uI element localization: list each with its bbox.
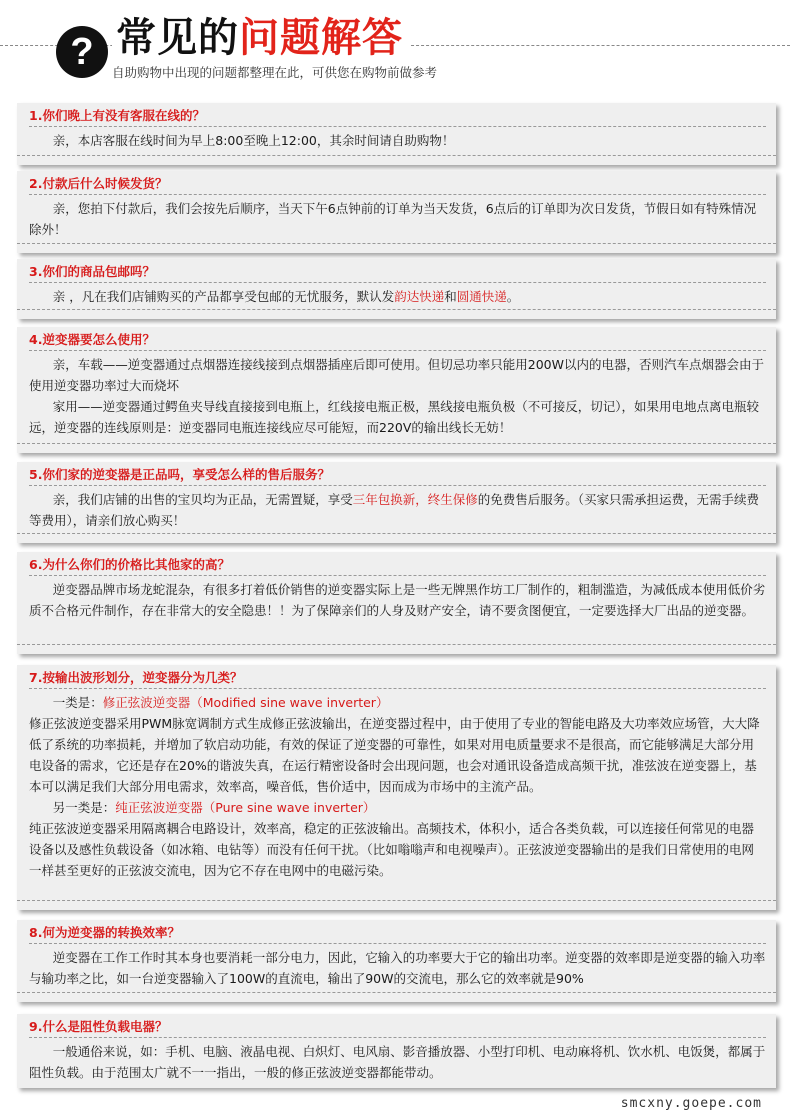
answer-text bbox=[29, 286, 766, 307]
faq-card-5 bbox=[17, 462, 776, 543]
faq-answer bbox=[29, 489, 766, 531]
divider bbox=[17, 243, 776, 244]
divider bbox=[17, 443, 776, 444]
faq-answer bbox=[29, 130, 766, 151]
faq-card-6 bbox=[17, 552, 776, 654]
highlight-text: 纯正弦波逆变器（Pure sine wave inverter） bbox=[115, 800, 376, 815]
faq-answer bbox=[29, 692, 766, 881]
answer-text: 纯正弦波逆变器采用隔离耦合电路设计，效率高，稳定的正弦波输出。高频技术，体积小，适合各类负载，可以连接任何常见的电器设备以及感性负载设备（如冰箱、电钻等）而没有任何干扰。（比如嗡嗡声和电视噪声）。正弦波逆变器输出的是我们日常使用的电网一样甚至更好的正弦波交流电，因为它不存在电网中的电磁污染。 bbox=[29, 821, 755, 878]
faq-card-3 bbox=[17, 259, 776, 319]
faq-answer bbox=[29, 947, 766, 989]
faq-question: 9.什么是阻性负载电器？ bbox=[29, 1019, 168, 1034]
divider bbox=[17, 992, 776, 993]
divider bbox=[29, 194, 766, 195]
faq-question: 3.你们的商品包邮吗？ bbox=[29, 264, 155, 279]
divider bbox=[17, 533, 776, 534]
faq-question: 4.逆变器要怎么使用？ bbox=[29, 332, 155, 347]
page-title bbox=[112, 14, 411, 62]
faq-card-7 bbox=[17, 665, 776, 910]
answer-text: 亲，您拍下付款后，我们会按先后顺序，当天下午6点钟前的订单为当天发货，6点后的订单即为次日发货，节假日如有特殊情况除外！ bbox=[29, 201, 757, 237]
faq-card-4 bbox=[17, 327, 776, 453]
highlight-text: 修正弦波逆变器（Modified sine wave inverter） bbox=[102, 695, 389, 710]
divider bbox=[29, 1037, 766, 1038]
divider bbox=[17, 900, 776, 901]
faq-card-1 bbox=[17, 103, 776, 165]
answer-text-part: 一类是： bbox=[52, 695, 103, 710]
divider bbox=[29, 126, 766, 127]
faq-answer bbox=[29, 198, 766, 240]
divider bbox=[29, 688, 766, 689]
answer-text-part: 的免费售后服务。（买家只需承担运费，无需手续费等费用），请亲们放心购买！ bbox=[29, 492, 760, 528]
faq-question: 8.何为逆变器的转换效率？ bbox=[29, 925, 180, 940]
answer-text bbox=[29, 489, 766, 531]
highlight-text: 韵达快递 bbox=[394, 289, 445, 304]
page-subtitle: 自助购物中出现的问题都整理在此，可供您在购物前做参考 bbox=[112, 65, 438, 80]
answer-text bbox=[29, 692, 766, 713]
faq-card-8 bbox=[17, 920, 776, 1002]
divider bbox=[29, 575, 766, 576]
faq-question: 5.你们家的逆变器是正品吗，享受怎么样的售后服务？ bbox=[29, 467, 330, 482]
faq-question: 2.付款后什么时候发货？ bbox=[29, 176, 168, 191]
divider bbox=[29, 485, 766, 486]
site-watermark: smcxny.goepe.com bbox=[620, 1096, 762, 1111]
faq-card-9 bbox=[17, 1014, 776, 1088]
highlight-text: 三年包换新，终生保修 bbox=[352, 492, 478, 507]
answer-text: 一般通俗来说，如：手机、电脑、液晶电视、白炽灯、电风扇、影音播放器、小型打印机、电动麻将机、饮水机、电饭煲，都属于阻性负载。由于范围太广就不一一指出，一般的修正弦波逆变器都能带动。 bbox=[29, 1044, 766, 1080]
faq-card-2 bbox=[17, 171, 776, 253]
answer-text-part: 另一类是： bbox=[52, 800, 116, 815]
faq-answer bbox=[29, 354, 766, 438]
title-red-part: 问题解答 bbox=[239, 15, 403, 61]
highlight-text: 圆通快递 bbox=[456, 289, 507, 304]
answer-text: 亲，车载——逆变器通过点烟器连接线接到点烟器插座后即可使用。但切忌功率只能用200W以内的电器，否则汽车点烟器会由于使用逆变器功率过大而烧坏 bbox=[29, 357, 764, 393]
page-header bbox=[0, 0, 790, 92]
faq-question: 1.你们晚上有没有客服在线的？ bbox=[29, 108, 205, 123]
faq-question: 7.按输出波形划分，逆变器分为几类？ bbox=[29, 670, 243, 685]
divider bbox=[17, 309, 776, 310]
faq-question: 6.为什么你们的价格比其他家的高？ bbox=[29, 557, 230, 572]
answer-text: 逆变器品牌市场龙蛇混杂，有很多打着低价销售的逆变器实际上是一些无牌黑作坊工厂制作的，粗制滥造，为减低成本使用低价劣质不合格元件制作，存在非常大的安全隐患！！为了保障亲们的人身及财产安全，请不要贪图便宜，一定要选择大厂出品的逆变器。 bbox=[29, 582, 766, 618]
title-black-part: 常见的 bbox=[116, 15, 239, 61]
question-mark-icon: ? bbox=[56, 26, 108, 78]
answer-text-part: 和 bbox=[444, 289, 457, 304]
answer-text: 亲，本店客服在线时间为早上8:00至晚上12:00，其余时间请自助购物！ bbox=[52, 133, 455, 148]
divider bbox=[17, 644, 776, 645]
answer-text bbox=[29, 797, 766, 818]
faq-answer bbox=[29, 286, 766, 307]
answer-text: 逆变器在工作工作时其本身也要消耗一部分电力，因此，它输入的功率要大于它的输出功率。逆变器的效率即是逆变器的输入功率与输功率之比，如一台逆变器输入了100W的直流电，输出了90W的交流电，那么它的效率就是90% bbox=[29, 950, 766, 986]
divider bbox=[17, 155, 776, 156]
divider bbox=[29, 943, 766, 944]
answer-text: 修正弦波逆变器采用PWM脉宽调制方式生成修正弦波输出，在逆变器过程中，由于使用了专业的智能电路及大功率效应场管，大大降低了系统的功率损耗，并增加了软启动功能，有效的保证了逆变器的可靠性，如果对用电质量要求不是很高，而它能够满足大部分用电设备的需求，它还是存在20%的谐波失真，在运行精密设备时会出现问题，也会对通讯设备造成高频干扰，准弦波在逆变器上，基本可以满足我们大部分用电需求，效率高，噪音低，售价适中，因而成为市场中的主流产品。 bbox=[29, 716, 760, 794]
answer-text: 家用——逆变器通过鳄鱼夹导线直接接到电瓶上，红线接电瓶正极，黑线接电瓶负极（不可接反，切记），如果用电地点离电瓶较远，逆变器的连线原则是：逆变器同电瓶连接线应尽可能短，而220V的输出线长无妨！ bbox=[29, 399, 760, 435]
faq-answer bbox=[29, 579, 766, 621]
answer-text-part: 亲，我们店铺的出售的宝贝均为正品，无需置疑，享受 bbox=[52, 492, 353, 507]
faq-answer bbox=[29, 1041, 766, 1083]
divider bbox=[29, 282, 766, 283]
divider bbox=[29, 350, 766, 351]
answer-text-part: 。 bbox=[506, 289, 520, 304]
answer-text-part: 亲 ，凡在我们店铺购买的产品都享受包邮的无忧服务，默认发 bbox=[52, 289, 395, 304]
